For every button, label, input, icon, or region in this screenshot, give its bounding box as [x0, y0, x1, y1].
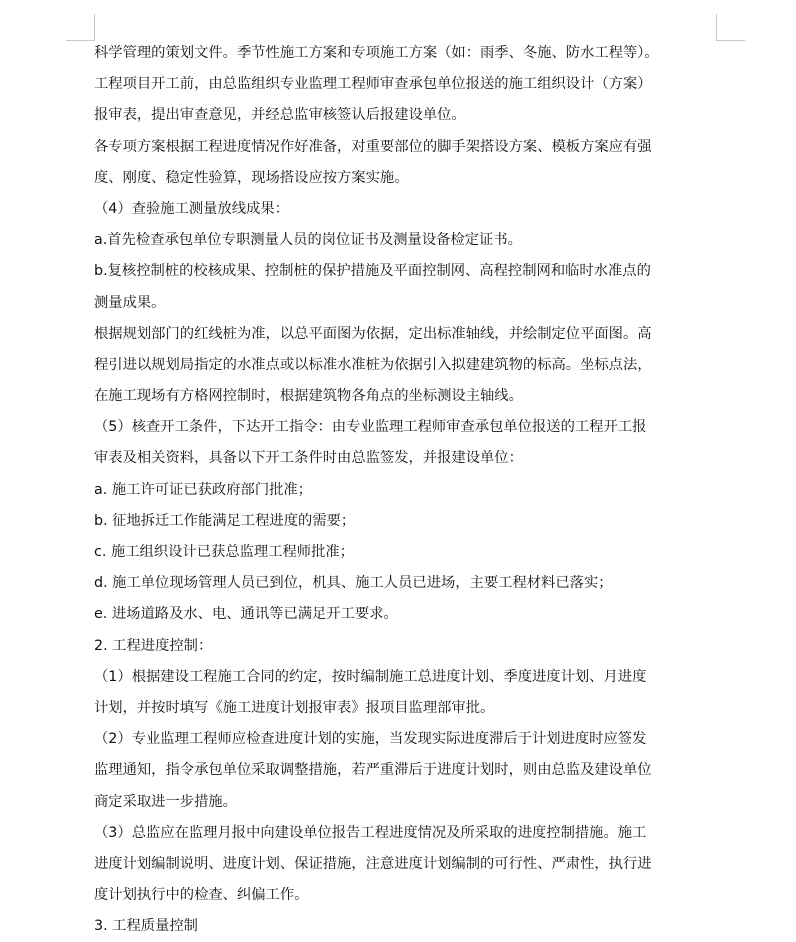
text-line: 在施工现场有方格网控制时，根据建筑物各角点的坐标测设主轴线。 [94, 388, 523, 405]
text-line: 测量成果。 [94, 294, 166, 311]
margin-corner-mark-top-left [66, 14, 95, 41]
document-body [94, 38, 734, 942]
text-line: 3. 工程质量控制 [94, 918, 198, 935]
margin-corner-mark-top-right [716, 14, 745, 41]
text-line: 监理通知，指令承包单位采取调整措施，若严重滞后于进度计划时，则由总监及建设单位 [94, 762, 652, 779]
text-line: 进度计划编制说明、进度计划、保证措施，注意进度计划编制的可行性、严肃性，执行进 [94, 855, 652, 872]
text-line: 科学管理的策划文件。季节性施工方案和专项施工方案（如：雨季、冬施、防水工程等）。 [94, 45, 659, 61]
text-line: 工程项目开工前，由总监组织专业监理工程师审查承包单位报送的施工组织设计（方案） [94, 76, 652, 93]
text-line: （4）查验施工测量放线成果： [94, 200, 289, 217]
text-line: 计划，并按时填写《施工进度计划报审表》报项目监理部审批。 [94, 699, 495, 716]
text-line: b.复核控制桩的校核成果、控制桩的保护措施及平面控制网、高程控制网和临时水准点的 [94, 263, 651, 280]
text-line: 商定采取进一步措施。 [94, 793, 237, 810]
text-line: e. 进场道路及水、电、通讯等已满足开工要求。 [94, 606, 398, 623]
text-line: 程引进以规划局指定的水准点或以标准水准桩为依据引入拟建建筑物的标高。坐标点法， [94, 356, 652, 373]
text-line: c. 施工组织设计已获总监理工程师批准； [94, 544, 354, 560]
text-line: a.首先检查承包单位专职测量人员的岗位证书及测量设备检定证书。 [94, 232, 522, 249]
text-line: 度、刚度、稳定性验算，现场搭设应按方案实施。 [94, 169, 409, 186]
text-line: （2）专业监理工程师应检查进度计划的实施，当发现实际进度滞后于计划进度时应签发 [94, 731, 647, 748]
text-line: （3）总监应在监理月报中向建设单位报告工程进度情况及所采取的进度控制措施。施工 [94, 824, 647, 841]
text-line: 审表及相关资料，具备以下开工条件时由总监签发，并报建设单位： [94, 450, 523, 467]
text-line: a. 施工许可证已获政府部门批准； [94, 481, 313, 498]
text-line: （5）核查开工条件，下达开工指令：由专业监理工程师审查承包单位报送的工程开工报 [94, 419, 647, 436]
text-line: 度计划执行中的检查、纠偏工作。 [94, 887, 309, 904]
text-line: 报审表，提出审查意见，并经总监审核签认后报建设单位。 [94, 107, 466, 124]
text-line: d. 施工单位现场管理人员已到位，机具、施工人员已进场，主要工程材料已落实； [94, 575, 613, 592]
text-line: b. 征地拆迁工作能满足工程进度的需要； [94, 512, 356, 529]
text-line: （1）根据建设工程施工合同的约定，按时编制施工总进度计划、季度进度计划、月进度 [94, 668, 647, 685]
text-line: 各专项方案根据工程进度情况作好准备，对重要部位的脚手架搭设方案、模板方案应有强 [94, 138, 652, 155]
text-line: 根据规划部门的红线桩为准，以总平面图为依据，定出标准轴线，并绘制定位平面图。高 [94, 325, 652, 342]
text-line: 2. 工程进度控制： [94, 637, 213, 654]
